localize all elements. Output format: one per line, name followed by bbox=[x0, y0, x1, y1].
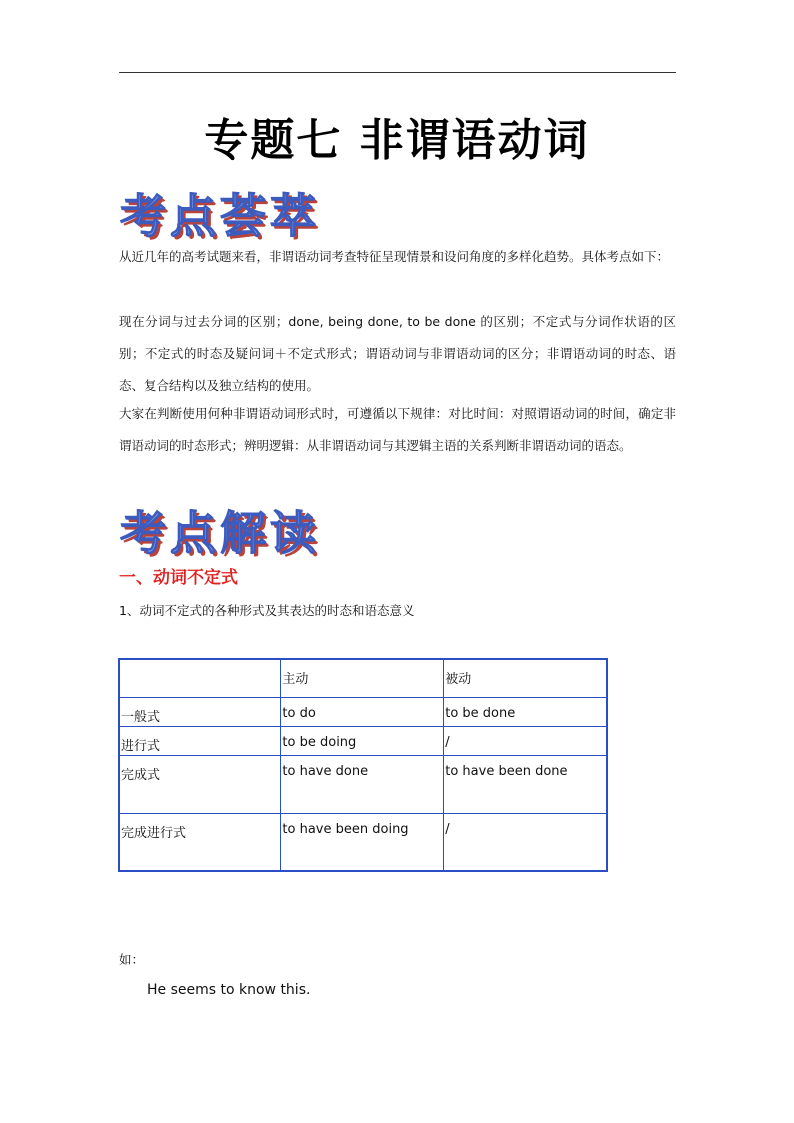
table-cell: 完成式 bbox=[119, 755, 281, 813]
table-row bbox=[119, 755, 607, 813]
table-header-row bbox=[119, 659, 607, 697]
table-cell: to have been doing bbox=[281, 813, 444, 871]
section-banner-explanation: 考点解读 bbox=[120, 506, 320, 560]
table-row bbox=[119, 813, 607, 871]
table-cell: 一般式 bbox=[119, 697, 281, 726]
table-row bbox=[119, 726, 607, 755]
infinitive-forms-table bbox=[118, 658, 608, 872]
section-banner-summary: 考点荟萃 bbox=[120, 189, 320, 243]
table-cell: 进行式 bbox=[119, 726, 281, 755]
paragraph-points: 现在分词与过去分词的区别；done, being done, to be done 的区别；不定式与分词作状语的区别；不定式的时态及疑问词＋不定式形式；谓语动词与非谓语动词的区分；非谓语动词的时态、语态、复合结构以及独立结构的使用。 bbox=[119, 314, 676, 393]
subheading-infinitive: 一、动词不定式 bbox=[119, 568, 238, 588]
table-header-cell: 被动 bbox=[444, 659, 607, 697]
table-cell: / bbox=[444, 726, 607, 755]
table-header-cell: 主动 bbox=[281, 659, 444, 697]
table-cell: to have done bbox=[281, 755, 444, 813]
table-header-cell bbox=[119, 659, 281, 697]
table-cell: to have been done bbox=[444, 755, 607, 813]
page-title: 专题七 非谓语动词 bbox=[204, 115, 590, 166]
example-label: 如： bbox=[119, 952, 145, 967]
table-row bbox=[119, 697, 607, 726]
item-heading: 1、动词不定式的各种形式及其表达的时态和语态意义 bbox=[119, 603, 415, 618]
example-sentence: He seems to know this. bbox=[147, 982, 311, 998]
table-cell: to do bbox=[281, 697, 444, 726]
table-cell: to be doing bbox=[281, 726, 444, 755]
paragraph-rules: 大家在判断使用何种非谓语动词形式时，可遵循以下规律：对比时间：对照谓语动词的时间，确定非谓语动词的时态形式；辨明逻辑：从非谓语动词与其逻辑主语的关系判断非谓语动词的语态。 bbox=[119, 406, 676, 453]
table-cell: to be done bbox=[444, 697, 607, 726]
table-cell: / bbox=[444, 813, 607, 871]
paragraph-intro: 从近几年的高考试题来看，非谓语动词考查特征呈现情景和设问角度的多样化趋势。具体考点如下： bbox=[119, 249, 670, 264]
header-rule bbox=[119, 72, 676, 73]
table-cell: 完成进行式 bbox=[119, 813, 281, 871]
